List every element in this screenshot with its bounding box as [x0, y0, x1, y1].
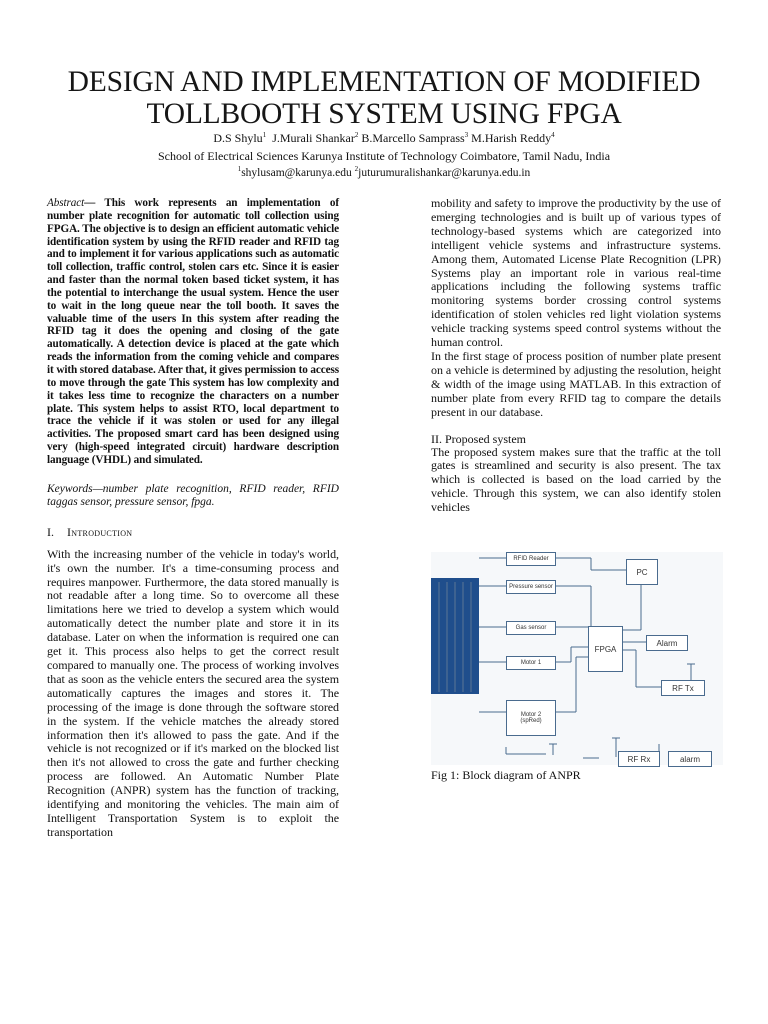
- author-name: B.Marcello Samprass: [361, 131, 465, 145]
- abstract-dash: —: [84, 197, 105, 209]
- email-sup: 2: [354, 165, 359, 174]
- section-number: I.: [47, 524, 54, 539]
- email-sup: 1: [237, 165, 242, 174]
- rfid-reader-block: RFID Reader: [506, 552, 556, 566]
- alarm2-block: alarm: [668, 751, 712, 767]
- pressure-sensor-block: Pressure sensor: [506, 580, 556, 594]
- body-paragraph: In the first stage of process position of number plate present on a vehicle is determined by adjusting the resolution, height & width of the image using MATLAB. In this extraction of number plate from every RFID tag to compare the details present in our database.: [431, 348, 721, 419]
- introduction-text: With the increasing number of the vehicle in today's world, it's own the number. It's a time-consuming process and requires manpower. Furthermore, the data stored manually is not readable after a long time. So to overcome all these limitations here we tried to develop a system which would automatically detect the number plate and store it in its database. Later on when the information is required one can get it. This process also helps to get the correct result compared to manually one. The process of working involves that as soon as the vehicle enters the secured area the system automatically captures the images and stores it. The processing of the image is done through the software stored in the system. If the vehicle matches the already stored information then it's allowed to pass the gate. And if the vehicle is not recognized or if it's marked on the blocked list then it's not allowed to cross the gate and further checking process are followed. An Automatic Number Plate Recognition (ANPR) system has the function of tracking, identifying and monitoring the vehicles. The main aim of Intelligent Transportation System is to exploit the transportation: [47, 546, 339, 839]
- motor2-block: [506, 700, 556, 736]
- author-sup: 1: [262, 131, 267, 139]
- paper-title: DESIGN AND IMPLEMENTATION OF MODIFIED TOLLBOOTH SYSTEM USING FPGA: [67, 66, 701, 130]
- motor1-block: Motor 1: [506, 656, 556, 670]
- keywords-text: —number plate recognition, RFID reader, RFID taggas sensor, pressure sensor, fpga.: [47, 482, 339, 509]
- gas-sensor-block: Gas sensor: [506, 621, 556, 635]
- email-link[interactable]: juturumuralishankar@karunya.edu.in: [358, 167, 531, 179]
- left-column: [47, 197, 339, 840]
- body-paragraph: mobility and safety to improve the productivity by the use of emerging technologies and is built up of various types of technology-based systems which are categorized into intelligent vehicle systems and infrastructure systems. Among them, Automated License Plate Recognition (LPR) Systems play an important role in various real-time applications including the following systems traffic monitoring systems border crossing control systems identification of stolen vehicles red light violation systems vehicle tracking systems speed control systems without the human control.: [431, 196, 721, 350]
- author-name: M.Harish Reddy: [471, 131, 552, 145]
- keywords-label: Keywords: [47, 482, 93, 495]
- abstract-label: Abstract: [47, 197, 85, 209]
- right-column: [431, 197, 721, 515]
- figure-caption: Fig 1: Block diagram of ANPR: [431, 768, 581, 782]
- author-sup: 2: [354, 131, 359, 139]
- block-diagram-figure: [431, 552, 723, 765]
- rf-rx-block: RF Rx: [618, 751, 660, 767]
- section-heading-proposed-system: II. Proposed system: [431, 431, 526, 446]
- motor2-sublabel: (spRed): [520, 718, 542, 724]
- section-heading-introduction: [47, 525, 339, 539]
- author-name: D.S Shylu: [213, 131, 263, 145]
- abstract: [47, 197, 339, 467]
- motor2-label: Motor 2: [520, 712, 542, 718]
- email-link[interactable]: shylusam@karunya.edu: [241, 167, 352, 179]
- abstract-text: This work represents an implementation of number plate recognition for automatic toll collection using FPGA. The objective is to design an efficient automatic vehicle identification system by using the RFID reader and RFID tag and to implement it for various applications such as automatic toll collection, traffic control, stolen cars etc. Since it is easier and faster than the normal token based ticket system, it has the potential to interchange the usual system. Hence the user to wait in the long queue near the toll booth. It saves the valuable time of the users In this system after reading the RFID tag it does the opening and closing of the gate automatically. A detection device is placed at the gate which reads the information from the coming vehicle and compares it with stored database. After that, it gives permission to access to move through the gate This system has low complexity and it takes less time to recognize the characters on a number plate. This system helps to assist RTO, local department to trace the vehicle if it was stolen or used for any illegal activities. The proposed smart card has been designed using very (high-speed integrated circuit) hardware description language (VHDL) and simulated.: [47, 197, 339, 466]
- author-sup: 4: [551, 131, 555, 139]
- pc-block: PC: [626, 559, 658, 585]
- block-diagram-lines: [431, 552, 723, 765]
- section-title: Introduction: [67, 524, 133, 539]
- body-paragraph: The proposed system makes sure that the traffic at the toll gates is streamlined and security is also present. The tax which is collected is based on the load carried by the vehicle. Through this system, we can also identify stolen vehicles: [431, 444, 721, 515]
- rf-tx-block: RF Tx: [661, 680, 705, 696]
- author-list: [0, 131, 768, 146]
- alarm-block: Alarm: [646, 635, 688, 651]
- author-sup: 3: [464, 131, 469, 139]
- author-name: J.Murali Shankar: [272, 131, 355, 145]
- email-list: [0, 166, 768, 180]
- fpga-block: FPGA: [588, 626, 623, 672]
- affiliation: School of Electrical Sciences Karunya Institute of Technology Coimbatore, Tamil Nadu, India: [157, 149, 611, 163]
- keywords: [47, 483, 339, 510]
